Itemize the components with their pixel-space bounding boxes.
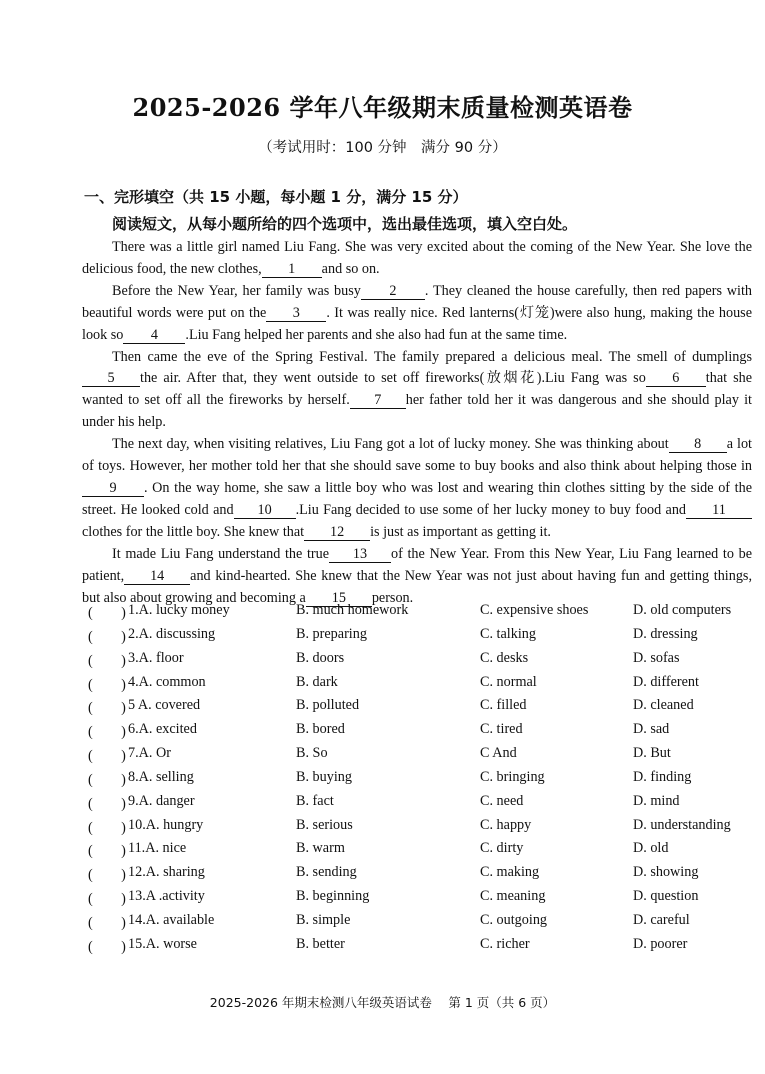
option-c: C. meaning xyxy=(480,888,546,905)
passage-text: Then came the eve of the Spring Festival. The family prepared a delicious meal. The smell of dumplings xyxy=(112,348,752,365)
answer-options xyxy=(84,602,754,960)
option-row xyxy=(84,840,754,864)
option-a: 2.A. discussing xyxy=(128,625,216,642)
blank-10: 10 xyxy=(234,503,296,519)
section-heading: 一、完形填空（共 15 小题，每小题 1 分，满分 15 分） xyxy=(84,188,468,206)
passage-text: that she wanted to set off all the fireworks by herself. xyxy=(82,370,752,409)
passage-text: It made Liu Fang understand the true xyxy=(112,545,330,562)
passage-text: The next day, when visiting relatives, Liu Fang got a lot of lucky money. She was thinking about xyxy=(112,436,669,453)
option-b: B. doors xyxy=(296,649,345,666)
option-b: B. sending xyxy=(296,864,357,881)
option-d: D. poorer xyxy=(633,935,688,952)
option-c: C. normal xyxy=(480,673,537,690)
answer-paren[interactable]: ( ) xyxy=(88,724,126,741)
answer-paren[interactable]: ( ) xyxy=(88,914,126,931)
passage-text: of the New Year. From this New Year, Liu Fang learned to be patient, xyxy=(82,545,753,584)
option-d: D. dressing xyxy=(633,625,698,642)
option-b: B. beginning xyxy=(296,888,370,905)
option-row xyxy=(84,912,754,936)
option-row xyxy=(84,602,754,626)
answer-paren[interactable]: ( ) xyxy=(88,891,126,908)
blank-5: 5 xyxy=(82,371,140,387)
option-a: 9.A. danger xyxy=(128,792,195,809)
passage-text: There was a little girl named Liu Fang. She was very excited about the coming of the New Year. She love the delicious food, the new clothes, xyxy=(82,239,752,277)
passage-text: a lot of toys. However, her mother told her that she should save some to buy books and also think about helping those in xyxy=(82,436,752,475)
answer-paren[interactable]: ( ) xyxy=(88,652,126,669)
option-a: 4.A. common xyxy=(128,673,206,690)
page-footer: 2025-2026 年期末检测八年级英语试卷 第 1 页（共 6 页） xyxy=(209,995,556,1010)
option-b: B. dark xyxy=(296,673,338,690)
option-c: C. talking xyxy=(480,625,536,642)
option-row xyxy=(84,697,754,721)
option-d: D. careful xyxy=(633,911,690,928)
passage-text: . They cleaned the house carefully, then red papers with beautiful words were put on the xyxy=(82,282,752,321)
option-b: B. better xyxy=(296,935,345,952)
option-b: B. fact xyxy=(296,792,334,809)
passage-paragraph xyxy=(82,434,752,544)
passage-text: is just as important as getting it. xyxy=(370,523,551,540)
passage-text: person. xyxy=(371,589,414,606)
option-c: C. desks xyxy=(480,649,529,666)
blank-1: 1 xyxy=(262,262,322,278)
exam-subtitle: （考试用时：100 分钟 满分 90 分） xyxy=(258,140,507,156)
option-c: C. tired xyxy=(480,721,523,738)
answer-paren[interactable]: ( ) xyxy=(88,938,126,955)
option-d: D. different xyxy=(633,673,699,690)
passage-text: . On the way home, she saw a little boy who was lost and wearing thin clothes sitting by the side of the street. He looked cold and xyxy=(82,479,752,518)
option-row xyxy=(84,721,754,745)
option-b: B. bored xyxy=(296,721,345,738)
option-a: 1.A. lucky money xyxy=(128,602,230,618)
option-row xyxy=(84,936,754,960)
passage-text: and so on. xyxy=(321,260,380,277)
option-b: B. polluted xyxy=(296,697,360,714)
blank-14: 14 xyxy=(124,569,190,585)
passage-text: .Liu Fang decided to use some of her lucky money to buy food and xyxy=(295,501,687,518)
option-row xyxy=(84,864,754,888)
blank-4: 4 xyxy=(123,328,185,344)
option-d: D. But xyxy=(633,745,671,762)
option-d: D. mind xyxy=(633,792,680,809)
answer-paren[interactable]: ( ) xyxy=(88,867,126,884)
option-d: D. finding xyxy=(633,768,692,785)
passage-paragraph xyxy=(82,281,752,347)
blank-9: 9 xyxy=(82,481,144,497)
option-d: D. cleaned xyxy=(633,697,694,714)
option-c: C. need xyxy=(480,792,524,809)
option-a: 7.A. Or xyxy=(128,745,171,762)
answer-paren[interactable]: ( ) xyxy=(88,700,126,717)
option-d: D. showing xyxy=(633,864,699,881)
option-a: 15.A. worse xyxy=(128,935,197,952)
blank-15: 15 xyxy=(306,591,372,607)
option-a: 5 A. covered xyxy=(128,697,201,714)
blank-13: 13 xyxy=(329,547,391,563)
option-c: C And xyxy=(480,745,517,762)
passage-text: and kind-hearted. She knew that the New Year was not just about having fun and getting things, but also about growing and becoming a xyxy=(82,567,752,606)
passage-text: clothes for the little boy. She knew that xyxy=(82,523,305,540)
option-a: 13.A .activity xyxy=(128,888,205,905)
cloze-passage xyxy=(82,237,752,609)
option-a: 14.A. available xyxy=(128,911,215,928)
option-row xyxy=(84,674,754,698)
option-row xyxy=(84,626,754,650)
option-b: B. buying xyxy=(296,768,352,785)
passage-paragraph xyxy=(82,544,752,610)
option-a: 11.A. nice xyxy=(128,840,187,857)
option-c: C. happy xyxy=(480,816,532,833)
exam-title: 2025-2026 学年八年级期末质量检测英语卷 xyxy=(132,93,633,122)
blank-12: 12 xyxy=(304,525,370,541)
answer-paren[interactable]: ( ) xyxy=(88,795,126,812)
option-b: B. much homework xyxy=(296,602,409,618)
blank-2: 2 xyxy=(361,284,425,300)
option-row xyxy=(84,793,754,817)
option-b: B. warm xyxy=(296,840,345,857)
section-instruction: 阅读短文，从每小题所给的四个选项中，选出最佳选项，填入空白处。 xyxy=(112,215,578,233)
option-row xyxy=(84,650,754,674)
passage-paragraph xyxy=(82,347,752,435)
option-b: B. So xyxy=(296,745,328,762)
option-a: 3.A. floor xyxy=(128,649,184,666)
option-c: C. richer xyxy=(480,935,530,952)
option-c: C. outgoing xyxy=(480,911,548,928)
option-d: D. sad xyxy=(633,721,670,738)
option-b: B. serious xyxy=(296,816,353,833)
answer-paren[interactable]: ( ) xyxy=(88,843,126,860)
option-c: C. filled xyxy=(480,697,527,714)
answer-paren[interactable]: ( ) xyxy=(88,676,126,693)
option-row xyxy=(84,745,754,769)
option-d: D. understanding xyxy=(633,816,731,833)
option-c: C. making xyxy=(480,864,540,881)
option-a: 12.A. sharing xyxy=(128,864,205,881)
answer-paren[interactable]: ( ) xyxy=(88,771,126,788)
passage-text: . It was really nice. Red lanterns(灯笼)were also hung, making the house look so xyxy=(82,304,752,343)
option-a: 6.A. excited xyxy=(128,721,197,738)
answer-paren[interactable]: ( ) xyxy=(88,628,126,645)
option-d: D. old xyxy=(633,840,669,857)
passage-text: .Liu Fang helped her parents and she also had fun at the same time. xyxy=(185,326,568,343)
answer-paren[interactable]: ( ) xyxy=(88,819,126,836)
option-row xyxy=(84,769,754,793)
blank-6: 6 xyxy=(646,371,706,387)
passage-paragraph xyxy=(82,237,752,281)
answer-paren[interactable]: ( ) xyxy=(88,748,126,765)
blank-3: 3 xyxy=(266,306,326,322)
passage-text: Before the New Year, her family was busy xyxy=(112,282,361,299)
option-d: D. question xyxy=(633,888,699,905)
blank-11: 11 xyxy=(686,503,752,519)
answer-paren[interactable]: ( ) xyxy=(88,605,126,621)
option-d: D. old computers xyxy=(633,602,732,618)
option-a: 10.A. hungry xyxy=(128,816,204,833)
option-row xyxy=(84,817,754,841)
option-c: C. dirty xyxy=(480,840,524,857)
option-b: B. simple xyxy=(296,911,351,928)
blank-8: 8 xyxy=(669,437,727,453)
option-d: D. sofas xyxy=(633,649,680,666)
passage-text: her father told her it was dangerous and she should play it under his help. xyxy=(82,392,753,431)
option-c: C. bringing xyxy=(480,768,545,785)
option-a: 8.A. selling xyxy=(128,768,194,785)
option-c: C. expensive shoes xyxy=(480,602,589,618)
blank-7: 7 xyxy=(350,393,406,409)
passage-text: the air. After that, they went outside to set off fireworks(放烟花).Liu Fang was so xyxy=(140,370,646,387)
option-row xyxy=(84,888,754,912)
option-b: B. preparing xyxy=(296,625,367,642)
